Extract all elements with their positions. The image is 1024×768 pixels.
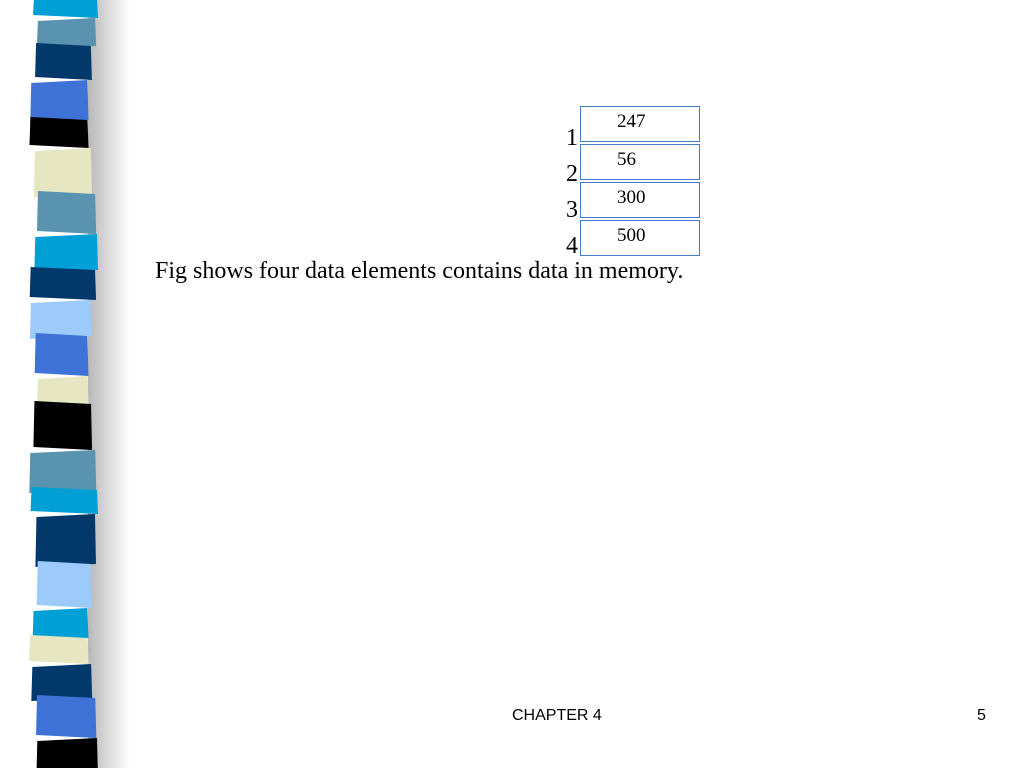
memory-cell: 56 <box>580 144 700 180</box>
memory-cells <box>580 106 700 258</box>
strip-band <box>29 117 88 148</box>
strip-band <box>31 487 98 514</box>
memory-cell: 247 <box>580 106 700 142</box>
strip-band <box>37 561 92 608</box>
strip-band <box>33 401 92 450</box>
memory-cell: 300 <box>580 182 700 218</box>
strip-band <box>34 234 98 273</box>
strip-band <box>35 43 92 80</box>
index-label: 4 <box>566 233 578 259</box>
figure-caption: Fig shows four data elements contains data in memory. <box>155 258 684 284</box>
memory-cell: 500 <box>580 220 700 256</box>
strip-band <box>35 514 96 567</box>
strip-band <box>36 695 96 738</box>
strip-band <box>29 450 96 493</box>
decorative-strip <box>0 0 130 768</box>
strip-band <box>30 80 88 123</box>
strip-band <box>36 738 98 768</box>
index-label: 3 <box>566 197 578 223</box>
strip-band <box>30 300 92 339</box>
strip-band <box>35 333 89 376</box>
strip-band <box>33 0 98 18</box>
footer-chapter: CHAPTER 4 <box>512 707 602 724</box>
strip-band <box>29 635 89 664</box>
strip-band <box>30 267 96 300</box>
footer-page-number: 5 <box>977 707 986 724</box>
index-label: 1 <box>566 125 578 151</box>
strip-band <box>37 191 96 234</box>
strip-band <box>34 148 92 197</box>
index-label: 2 <box>566 161 578 187</box>
